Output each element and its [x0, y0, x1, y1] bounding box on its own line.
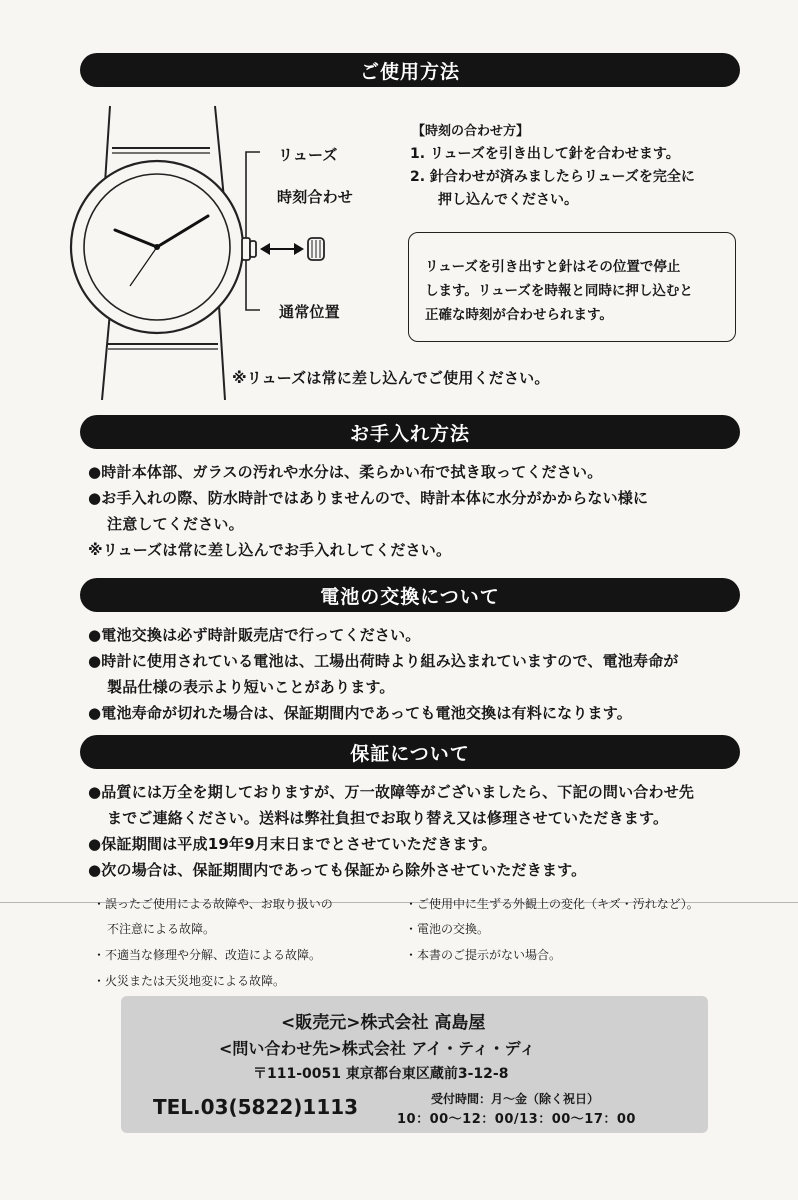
section-header-care [80, 415, 740, 449]
section-title: 保証について [350, 742, 470, 765]
warranty-line-2: ● 保証期間は平成19年9月末日までとさせていただきます。 [88, 833, 497, 854]
contact-phone: TEL.03(5822)1113 [153, 1095, 359, 1119]
exclusion-item: ・誤ったご使用による故障や、お取り扱いの [93, 897, 333, 911]
exclusion-item: ・不適当な修理や分解、改造による故障。 [93, 948, 322, 962]
battery-line-1: ● 電池交換は必ず時計販売店で行ってください。 [88, 624, 421, 645]
care-note: ※リューズは常に差し込んでお手入れしてください。 [88, 541, 452, 559]
exclusion-item: ・電池の交換。 [405, 922, 490, 936]
section-title: 電池の交換について [320, 585, 500, 608]
crown-label: リューズ [278, 146, 338, 164]
exclusion-item: ・ご使用中に生ずる外観上の変化（キズ・汚れなど）。 [405, 897, 699, 911]
time-setting-step-1: 1. リューズを引き出して針を合わせます。 [410, 146, 680, 162]
inquiry-name: <問い合わせ先>株式会社 アイ・ティ・ディ [219, 1039, 536, 1058]
warranty-line-3: ● 次の場合は、保証期間内であっても保証から除外させていただきます。 [88, 859, 586, 880]
normal-position-label: 通常位置 [279, 303, 340, 321]
section-header-battery [80, 578, 740, 612]
seller-name: <販売元>株式会社 高島屋 [281, 1013, 486, 1033]
time-setting-step-2: 2. 針合わせが済みましたらリューズを完全に [410, 169, 695, 185]
note-line: 正確な時刻が合わせられます。 [425, 307, 613, 323]
note-line: リューズを引き出すと針はその位置で停止 [425, 259, 681, 275]
section-title: ご使用方法 [359, 60, 460, 83]
exclusion-item: ・本書のご提示がない場合。 [405, 948, 562, 962]
office-hours: 10：00～12：00/13：00～17：00 [397, 1112, 636, 1127]
warranty-line-1-cont: までご連絡ください。送料は弊社負担でお取り替え又は修理させていただきます。 [107, 809, 669, 827]
time-setting-note-box [408, 232, 736, 342]
office-hours-label: 受付時間：月～金（除く祝日） [431, 1092, 600, 1106]
usage-note: ※リューズは常に差し込んでご使用ください。 [232, 369, 550, 387]
battery-line-2: ● 時計に使用されている電池は、工場出荷時より組み込まれていますので、電池寿命が [88, 650, 679, 671]
exclusion-item-cont: 不注意による故障。 [107, 922, 216, 936]
time-setting-label: 時刻合わせ [277, 188, 354, 206]
warranty-line-1: ● 品質には万全を期しておりますが、万一故障等がございましたら、下記の問い合わせ先 [88, 781, 694, 802]
section-header-warranty [80, 735, 740, 769]
section-header-usage [80, 53, 740, 87]
section-title: お手入れ方法 [349, 422, 470, 445]
battery-line-3: ● 電池寿命が切れた場合は、保証期間内であっても電池交換は有料になります。 [88, 702, 632, 723]
contact-box [121, 996, 708, 1133]
care-line-2-cont: 注意してください。 [107, 515, 244, 533]
battery-line-2-cont: 製品仕様の表示より短いことがあります。 [107, 678, 395, 696]
note-line: します。リューズを時報と同時に押し込むと [425, 283, 693, 299]
contact-address: 〒111-0051 東京都台東区蔵前3-12-8 [253, 1066, 509, 1082]
exclusion-item: ・火災または天災地変による故障。 [93, 974, 286, 988]
care-line-2: ● お手入れの際、防水時計ではありませんので、時計本体に水分がかからない様に [88, 487, 648, 508]
time-setting-heading: 【時刻の合わせ方】 [412, 124, 530, 139]
care-line-1: ● 時計本体部、ガラスの汚れや水分は、柔らかい布で拭き取ってください。 [88, 461, 602, 482]
time-setting-step-2-cont: 押し込んでください。 [438, 192, 578, 208]
